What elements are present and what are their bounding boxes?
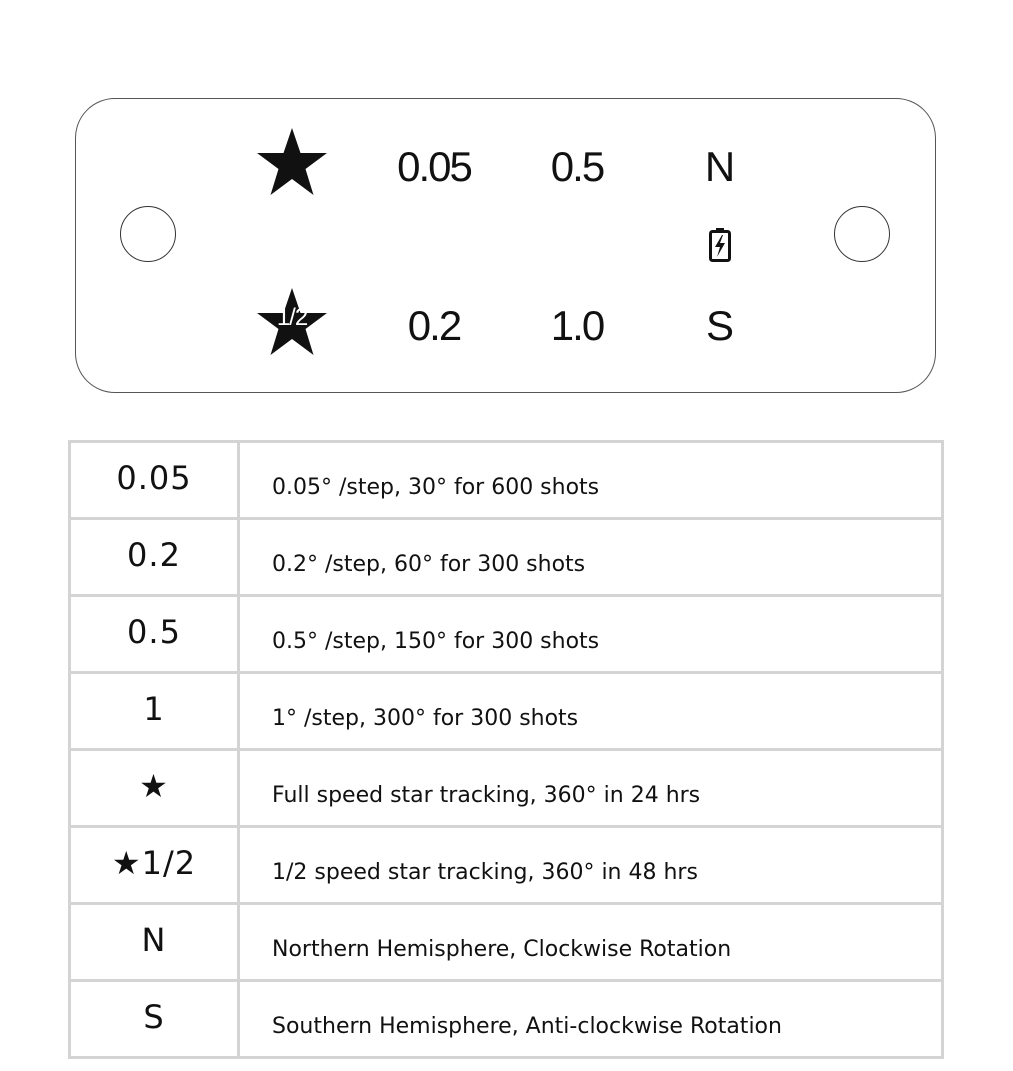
legend-description: 0.05° /step, 30° for 600 shots: [239, 442, 943, 519]
mode-label-0-05: 0.05: [397, 143, 471, 190]
mounting-hole-left-icon: [120, 206, 176, 262]
legend-description: 1/2 speed star tracking, 360° in 48 hrs: [239, 827, 943, 904]
table-row: [70, 750, 943, 827]
mode-label-south: S: [705, 302, 733, 349]
table-row: [70, 673, 943, 750]
half-speed-star-label: 1/2: [276, 304, 308, 331]
legend-description: 0.2° /step, 60° for 300 shots: [239, 519, 943, 596]
legend-code: 0.5: [70, 596, 239, 673]
legend-code: N: [70, 904, 239, 981]
legend-code: ★1/2: [70, 827, 239, 904]
mode-label-1-0: 1.0: [550, 302, 604, 349]
legend-description: Full speed star tracking, 360° in 24 hrs: [239, 750, 943, 827]
legend-code: ★: [70, 750, 239, 827]
legend-code: S: [70, 981, 239, 1058]
legend-description: Northern Hemisphere, Clockwise Rotation: [239, 904, 943, 981]
legend-description: 0.5° /step, 150° for 300 shots: [239, 596, 943, 673]
legend-description: Southern Hemisphere, Anti-clockwise Rotation: [239, 981, 943, 1058]
legend-code: 0.2: [70, 519, 239, 596]
mode-label-north: N: [704, 143, 734, 190]
mode-legend-table: [68, 440, 944, 1059]
table-row: [70, 904, 943, 981]
legend-code: 0.05: [70, 442, 239, 519]
mode-label-0-2: 0.2: [407, 302, 461, 349]
table-row: [70, 981, 943, 1058]
legend-description: 1° /step, 300° for 300 shots: [239, 673, 943, 750]
legend-code: 1: [70, 673, 239, 750]
table-row: [70, 827, 943, 904]
mode-label-0-5: 0.5: [550, 143, 604, 190]
mounting-hole-right-icon: [834, 206, 890, 262]
table-row: [70, 442, 943, 519]
mode-dial-panel: [75, 98, 936, 393]
table-row: [70, 519, 943, 596]
table-row: [70, 596, 943, 673]
star-icon: [256, 128, 328, 196]
battery-charging-icon: [709, 228, 731, 262]
